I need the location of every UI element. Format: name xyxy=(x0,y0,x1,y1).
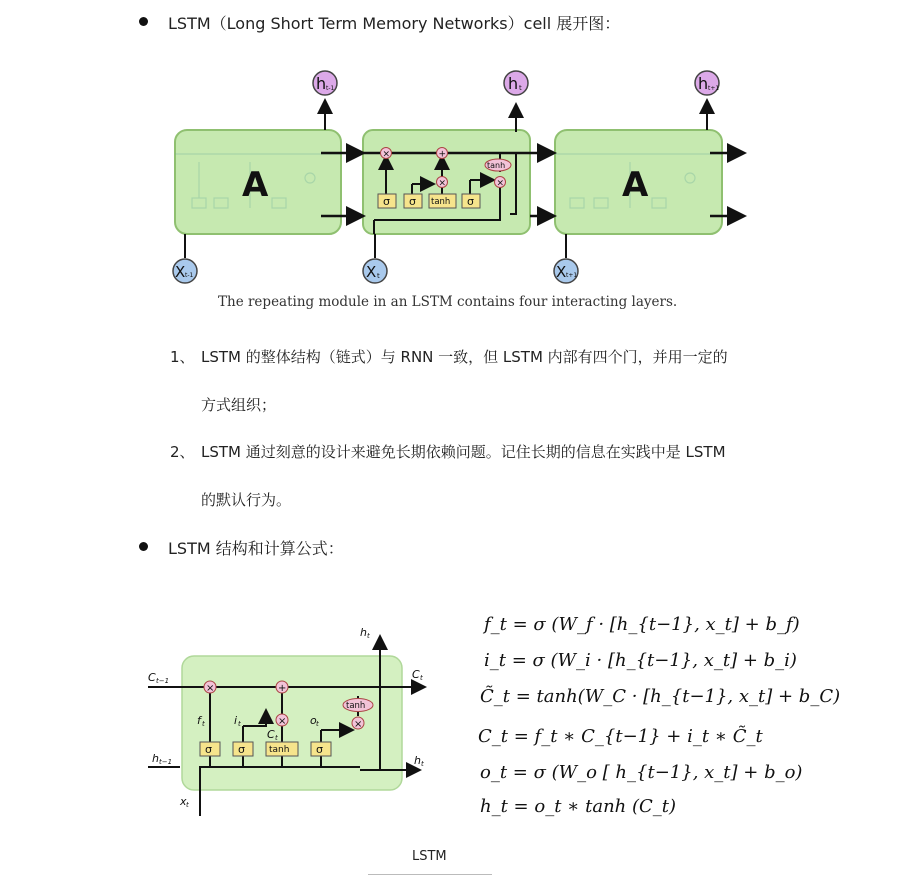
op-input-times: × xyxy=(278,716,287,727)
op-tanh: tanh xyxy=(487,161,506,170)
bullet-dot xyxy=(139,17,148,26)
op-times-2: × xyxy=(438,178,447,189)
label-i-sub: t xyxy=(238,720,241,728)
figure-caption: LSTM xyxy=(412,849,447,864)
h-right-sub: t+1 xyxy=(708,85,720,92)
caption-underline xyxy=(368,874,492,875)
label-c-prev: C xyxy=(148,671,156,684)
label-h-prev: h xyxy=(152,752,159,765)
gate-sigma-2: σ xyxy=(409,195,416,208)
list-item-text: LSTM 的整体结构（链式）与 RNN 一致，但 LSTM 内部有四个门，并用一定的 xyxy=(201,348,728,366)
label-h-top: h xyxy=(360,626,367,639)
gate-sigma-output: σ xyxy=(316,743,323,756)
list-item-text-cont: 的默认行为。 xyxy=(201,491,292,509)
label-f-sub: t xyxy=(202,720,205,728)
x-right-label: X xyxy=(556,263,567,281)
label-x-in: x xyxy=(180,795,187,808)
op-times-1: × xyxy=(382,149,391,160)
diagram-caption: The repeating module in an LSTM contains four interacting layers. xyxy=(218,294,678,310)
equation-output-gate: o_t = σ (W_o [ h_{t−1}, x_t] + b_o) xyxy=(480,762,803,783)
gate-tanh: tanh xyxy=(431,197,451,207)
op-times-3: × xyxy=(496,178,505,189)
h-mid-label: h xyxy=(508,74,519,93)
label-x-in-sub: t xyxy=(186,801,189,809)
label-h-prev-sub: t−1 xyxy=(159,758,173,766)
label-i: i xyxy=(234,714,238,727)
h-left-label: h xyxy=(316,74,327,93)
bullet-dot xyxy=(139,542,148,551)
label-c-out-sub: t xyxy=(420,674,423,682)
lstm-cell-diagram xyxy=(148,620,438,820)
equation-cell-state: C_t = f_t ∗ C_{t−1} + i_t ∗ C̃_t xyxy=(478,726,763,747)
x-mid-label: X xyxy=(366,263,377,281)
equation-input-gate: i_t = σ (W_i · [h_{t−1}, x_t] + b_i) xyxy=(484,650,797,671)
label-h-top-sub: t xyxy=(367,632,370,640)
list-item-text-cont: 方式组织； xyxy=(201,396,277,414)
x-left-sub: t-1 xyxy=(185,272,194,279)
gate-tanh-candidate: tanh xyxy=(269,745,290,755)
label-ctilde-sub: t xyxy=(275,734,278,742)
label-c-out: C xyxy=(412,668,420,681)
h-mid-sub: t xyxy=(519,84,522,92)
op-tanh-output: tanh xyxy=(346,701,366,711)
gate-sigma-3: σ xyxy=(467,195,474,208)
gate-sigma-forget: σ xyxy=(205,743,212,756)
op-plus: + xyxy=(438,149,447,160)
x-right-sub: t+1 xyxy=(566,272,578,279)
label-c-prev-sub: t−1 xyxy=(156,677,170,685)
label-h-out-sub: t xyxy=(421,760,424,768)
list-item-number: 2、 xyxy=(170,443,195,461)
label-ctilde: C xyxy=(267,728,275,741)
label-o: o xyxy=(310,714,317,727)
list-item-text: LSTM 通过刻意的设计来避免长期依赖问题。记住长期的信息在实践中是 LSTM xyxy=(201,443,726,461)
lstm-unrolled-diagram xyxy=(150,62,760,294)
gate-layers xyxy=(378,194,480,208)
lstm-block-left-label: A xyxy=(242,165,269,205)
op-output-times: × xyxy=(354,719,363,730)
gate-sigma-input: σ xyxy=(238,743,245,756)
equation-candidate: C̃_t = tanh(W_C · [h_{t−1}, x_t] + b_C) xyxy=(480,686,841,707)
label-h-out: h xyxy=(414,754,421,767)
x-left-label: X xyxy=(175,263,186,281)
gate-sigma-1: σ xyxy=(383,195,390,208)
label-o-sub: t xyxy=(316,720,319,728)
op-forget-times: × xyxy=(206,683,215,694)
label-f: f xyxy=(197,714,201,727)
equation-hidden-state: h_t = o_t ∗ tanh (C_t) xyxy=(480,796,677,817)
h-left-sub: t-1 xyxy=(326,85,335,92)
section-heading-formulas: LSTM 结构和计算公式： xyxy=(168,539,344,558)
lstm-block-right-label: A xyxy=(622,165,649,205)
op-cell-plus: + xyxy=(278,683,287,694)
list-item-number: 1、 xyxy=(170,348,195,366)
equation-forget-gate: f_t = σ (W_f · [h_{t−1}, x_t] + b_f) xyxy=(484,614,800,635)
x-mid-sub: t xyxy=(377,272,380,280)
h-right-label: h xyxy=(698,74,709,93)
section-heading-unrolled: LSTM（Long Short Term Memory Networks）cell 展开图： xyxy=(168,14,621,33)
